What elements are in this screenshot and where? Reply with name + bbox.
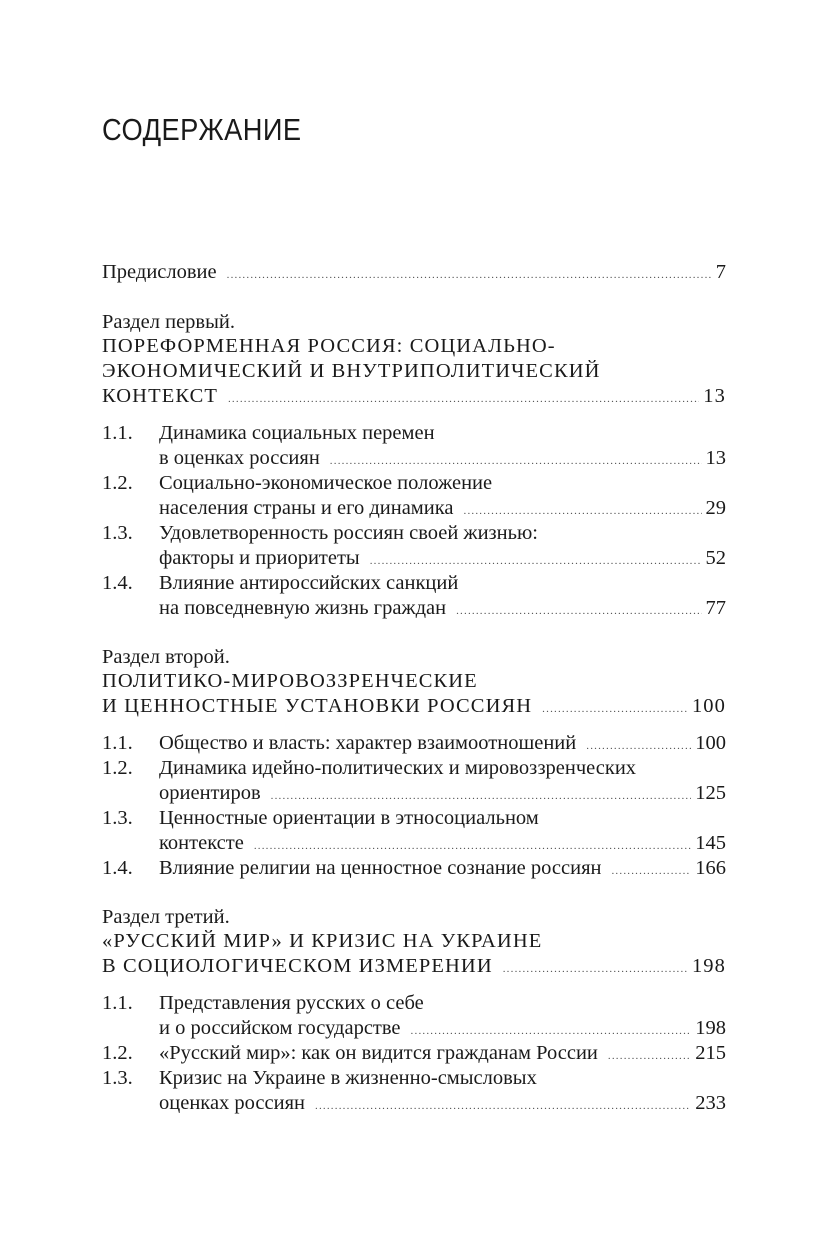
dot-leader (503, 957, 688, 982)
item-number: 1.2. (102, 1042, 133, 1064)
item-number: 1.2. (102, 757, 133, 779)
section-kicker: Раздел третий. (102, 906, 230, 928)
item-number: 1.2. (102, 472, 133, 494)
dot-leader (456, 599, 701, 624)
item-page: 125 (695, 782, 726, 804)
item-page: 215 (695, 1042, 726, 1064)
item-page: 52 (705, 547, 726, 569)
item-page: 13 (705, 447, 726, 469)
toc-item-line: Общество и власть: характер взаимоотношений ..... 100 (159, 731, 726, 756)
item-number: 1.1. (102, 732, 133, 754)
toc-item-line: в оценках россиян ..... 13 (159, 446, 726, 471)
toc-item-line: Влияние религии на ценностное сознание россиян ..... 166 (159, 856, 726, 881)
toc-item-line: Ценностные ориентации в этносоциальном (159, 807, 539, 829)
toc-item-line: Динамика идейно-политических и мировоззренческих (159, 757, 637, 779)
item-page: 145 (695, 832, 726, 854)
toc-entry-preface (102, 260, 726, 285)
item-page: 100 (695, 732, 726, 754)
section-kicker: Раздел первый. (102, 311, 235, 333)
toc-item-line: на повседневную жизнь граждан ..... 77 (159, 596, 726, 621)
item-number: 1.4. (102, 857, 133, 879)
item-number: 1.3. (102, 807, 133, 829)
toc-item-line: ориентиров ..... 125 (159, 781, 726, 806)
toc-item-line: оценках россиян ..... 233 (159, 1091, 726, 1116)
dot-leader (315, 1094, 691, 1119)
section-heading-line: И ЦЕННОСТНЫЕ УСТАНОВКИ РОССИЯН ..... 100 (102, 694, 726, 719)
item-page: 198 (695, 1017, 726, 1039)
section-page: 198 (691, 955, 726, 977)
section-heading-line: КОНТЕКСТ ..... 13 (102, 384, 726, 409)
toc-item-line: факторы и приоритеты ..... 52 (159, 546, 726, 571)
item-page: 233 (695, 1092, 726, 1114)
dot-leader (228, 387, 699, 412)
toc-item-line: Удовлетворенность россиян своей жизнью: (159, 522, 538, 544)
toc-item-line: и о российском государстве ..... 198 (159, 1016, 726, 1041)
section-heading-line: «РУССКИЙ МИР» И КРИЗИС НА УКРАИНЕ (102, 930, 543, 952)
toc-item-line: Социально-экономическое положение (159, 472, 493, 494)
entry-label: Предисловие (102, 261, 217, 283)
item-number: 1.4. (102, 572, 133, 594)
section-page: 13 (703, 385, 726, 407)
section-heading-line: ЭКОНОМИЧЕСКИЙ И ВНУТРИПОЛИТИЧЕСКИЙ (102, 360, 601, 382)
toc-item-line: «Русский мир»: как он видится гражданам России ..... 215 (159, 1041, 726, 1066)
toc-item-line: Кризис на Украине в жизненно-смысловых (159, 1067, 537, 1089)
toc-item-line: Представления русских о себе (159, 992, 424, 1014)
toc-item-line: Динамика социальных перемен (159, 422, 435, 444)
dot-leader (227, 263, 712, 288)
section-heading-line: ПОРЕФОРМЕННАЯ РОССИЯ: СОЦИАЛЬНО- (102, 335, 556, 357)
item-number: 1.1. (102, 992, 133, 1014)
toc-item-line: населения страны и его динамика ..... 29 (159, 496, 726, 521)
item-number: 1.3. (102, 522, 133, 544)
toc-page (102, 0, 726, 1241)
section-heading-line: ПОЛИТИКО-МИРОВОЗЗРЕНЧЕСКИЕ (102, 670, 478, 692)
toc-item-line: контексте ..... 145 (159, 831, 726, 856)
dot-leader (611, 859, 691, 884)
item-number: 1.3. (102, 1067, 133, 1089)
section-heading-line: В СОЦИОЛОГИЧЕСКОМ ИЗМЕРЕНИИ ..... 198 (102, 954, 726, 979)
entry-page: 7 (715, 261, 726, 283)
dot-leader (542, 697, 688, 722)
item-page: 77 (705, 597, 726, 619)
section-page: 100 (691, 695, 726, 717)
item-page: 29 (705, 497, 726, 519)
item-number: 1.1. (102, 422, 133, 444)
toc-item-line: Влияние антироссийских санкций (159, 572, 459, 594)
item-page: 166 (695, 857, 726, 879)
page-title: СОДЕРЖАНИЕ (102, 112, 302, 147)
section-kicker: Раздел второй. (102, 646, 230, 668)
